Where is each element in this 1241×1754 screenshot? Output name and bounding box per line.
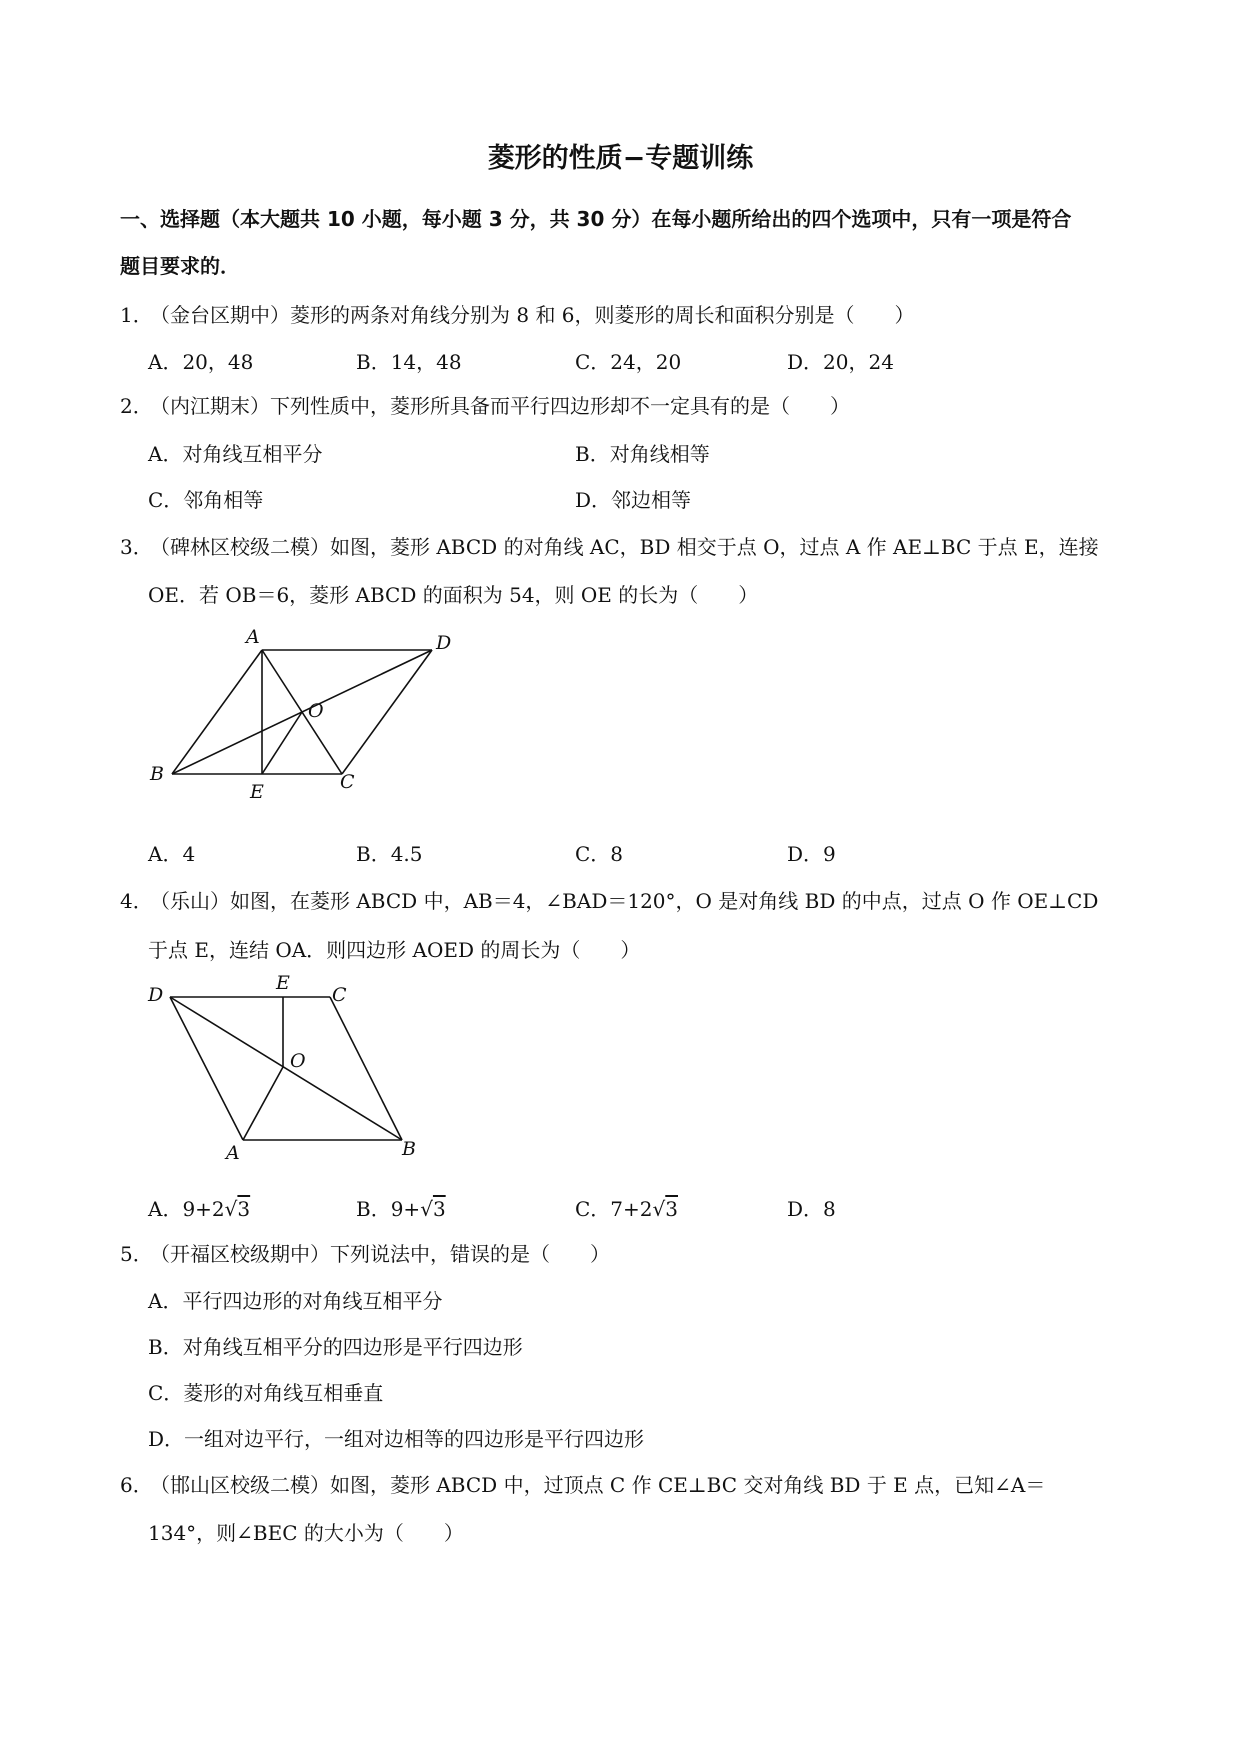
- square-root-symbol: √: [420, 1197, 433, 1221]
- label-o: O: [290, 1050, 306, 1072]
- question-2: [120, 381, 1130, 432]
- segment-oa: [243, 1067, 283, 1140]
- question-text: （乐山）如图，在菱形 ABCD 中，AB＝4，∠BAD＝120°，O 是对角线 BD 的中点，过点 O 作 OE⊥CD: [150, 889, 1099, 913]
- rhombus-figure-q4: [140, 975, 440, 1160]
- label-c: C: [340, 771, 355, 793]
- square-root-symbol: √: [224, 1197, 238, 1221]
- option-d: D．20，24: [787, 350, 894, 374]
- label-o: O: [308, 700, 324, 722]
- question-number: 4．: [120, 889, 153, 913]
- square-root-symbol: √: [652, 1197, 666, 1221]
- option-c: C．邻角相等: [148, 488, 264, 512]
- question-text-continued: 于点 E，连结 OA．则四边形 AOED 的周长为（ ）: [148, 938, 641, 962]
- page-title: 菱形的性质−专题训练: [487, 143, 754, 174]
- option-b: B．对角线互相平分的四边形是平行四边形: [148, 1335, 523, 1359]
- question-number: 5．: [120, 1242, 153, 1266]
- question-number: 1．: [120, 303, 153, 327]
- option-d: D．8: [787, 1197, 836, 1221]
- option-b: B．对角线相等: [575, 442, 710, 466]
- question-6: [120, 1460, 1130, 1511]
- option-c: C．菱形的对角线互相垂直: [148, 1381, 384, 1405]
- option-c: C．7+2√3: [575, 1197, 678, 1221]
- question-1: [120, 290, 1130, 341]
- label-d: D: [148, 984, 164, 1006]
- option-a: A．20，48: [148, 350, 254, 374]
- question-text: （碑林区校级二模）如图，菱形 ABCD 的对角线 AC，BD 相交于点 O，过点 A 作 AE⊥BC 于点 E，连接: [150, 535, 1099, 559]
- option-a: A．对角线互相平分: [148, 442, 323, 466]
- question-number: 6．: [120, 1473, 153, 1497]
- question-text: （开福区校级期中）下列说法中，错误的是（ ）: [150, 1242, 610, 1266]
- section-heading-line1: 一、选择题（本大题共 10 小题，每小题 3 分，共 30 分）在每小题所给出的四个选项中，只有一项是符合: [120, 207, 1072, 231]
- question-text-continued: 134°，则∠BEC 的大小为（ ）: [148, 1521, 464, 1545]
- question-text: （邯山区校级二模）如图，菱形 ABCD 中，过顶点 C 作 CE⊥BC 交对角线 BD 于 E 点，已知∠A＝: [150, 1473, 1046, 1497]
- option-d: D．邻边相等: [575, 488, 692, 512]
- option-b: B．4.5: [356, 842, 423, 866]
- option-a: A．平行四边形的对角线互相平分: [148, 1289, 443, 1313]
- segment-cd: [342, 650, 432, 774]
- question-5: [120, 1229, 1130, 1280]
- question-text: （金台区期中）菱形的两条对角线分别为 8 和 6，则菱形的周长和面积分别是（ ）: [150, 303, 915, 327]
- diagonal-db: [170, 997, 402, 1140]
- option-d: D．9: [787, 842, 836, 866]
- label-b: B: [402, 1138, 416, 1160]
- question-text: （内江期末）下列性质中，菱形所具备而平行四边形却不一定具有的是（ ）: [150, 394, 850, 418]
- option-c: C．8: [575, 842, 624, 866]
- label-c: C: [332, 984, 347, 1006]
- question-number: 2．: [120, 394, 153, 418]
- label-e: E: [276, 975, 290, 994]
- label-d: D: [436, 632, 452, 654]
- label-b: B: [150, 763, 164, 785]
- question-text-continued: OE．若 OB＝6，菱形 ABCD 的面积为 54，则 OE 的长为（ ）: [148, 583, 759, 607]
- segment-ab: [172, 650, 262, 774]
- question-3: [120, 522, 1130, 573]
- label-a: A: [246, 626, 260, 648]
- label-a: A: [226, 1142, 240, 1160]
- option-b: B．9+√3: [356, 1197, 446, 1221]
- option-a: A．9+2√3: [148, 1197, 251, 1221]
- option-c: C．24，20: [575, 350, 682, 374]
- segment-da: [170, 997, 243, 1140]
- option-a: A．4: [148, 842, 196, 866]
- rhombus-figure-q3: [140, 625, 460, 810]
- question-4: [120, 876, 1130, 927]
- option-b: B．14，48: [356, 350, 462, 374]
- section-heading-line2: 题目要求的．: [120, 254, 240, 278]
- question-number: 3．: [120, 535, 153, 559]
- label-e: E: [250, 781, 264, 803]
- option-d: D．一组对边平行，一组对边相等的四边形是平行四边形: [148, 1427, 645, 1451]
